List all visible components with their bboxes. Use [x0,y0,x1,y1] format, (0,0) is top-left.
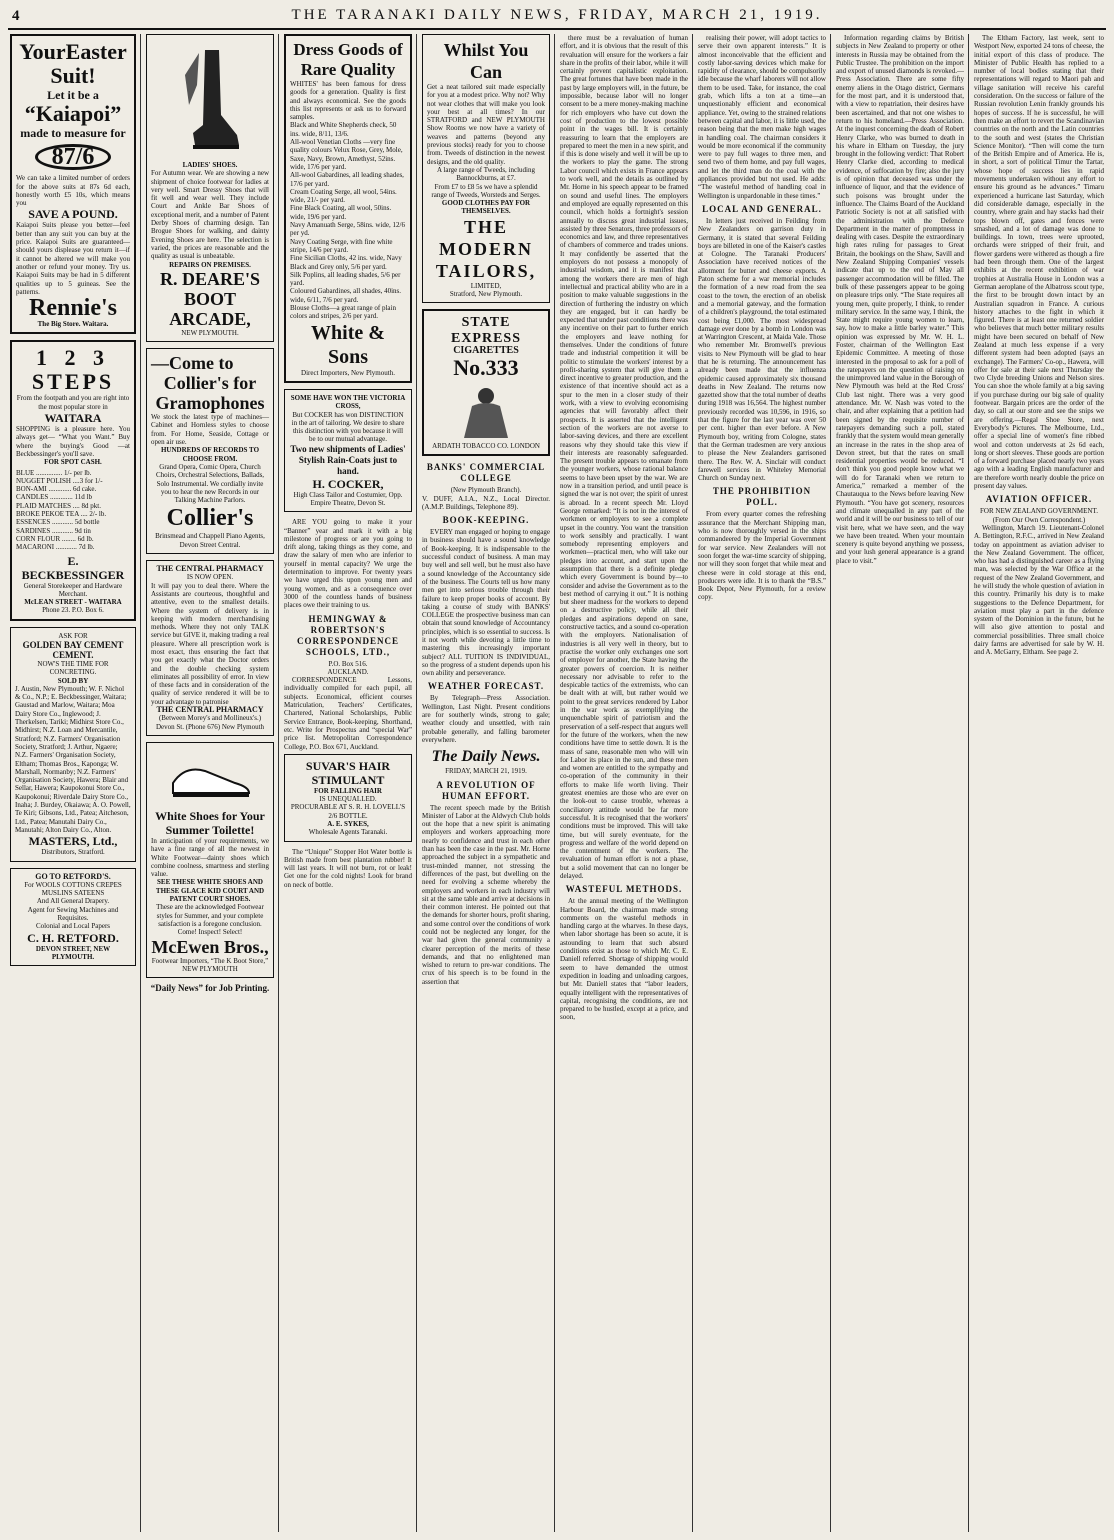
bookkeeping-title: BOOK-KEEPING. [442,515,530,526]
deare-address: NEW PLYMOUTH. [181,328,239,337]
suvar-ad [284,754,412,842]
dress-item: Navy Amanuath Serge, 58ins. wide, 12/6 per yd. [290,221,405,238]
retford-colonial: Colonial and Local Papers [35,922,111,931]
repairs: REPAIRS ON PREMISES. [169,260,251,269]
deare-name: R. DEARE'S BOOT ARCADE, [159,268,261,329]
dress-goods-title: Dress Goods of Rare Quality [293,40,403,79]
price-line: CANDLES ............. 11d lb [16,493,92,502]
colliers-records-body: Grand Opera, Comic Opera, Church Choirs, Orchestral Selections, Ballads, Solo Instrumental. We cordially invite you to hear the new Records in our Talking Machine Parlors. [155,462,265,505]
local-news-continued: Information regarding claims by British subjects in New Zealand to property or other interests in Russia may be obtained from the Public Trustee. The prohibition on the import and export of unused diamonds is revoked.—Press Association. There are some fifty enemy aliens in the Otago district, Germans for the most part, and it is understood that, with a view to repatriation, their desires have been ascertained, and that not one wishes to return to his homeland.—Press Association. At the inquest concerning the death of Robert Henry Clarke, who was burned to death in his whare in Eltham on Tuesday, the jury brought in the following verdict: That Robert Henry Clarke died, according to medical evidence, of suffocation by fire; also the jury is of opinion that deceased was under the influence of liquor, and that the evidence of such poisons was brought under the influence. The Claims Board of the Auckland Patriotic Society is not at all satisfied with the administration with the Defence Department in the matter of promptness in dealing with cases. Despite the extraordinary high rates ruling for passages to Great Britain, the bookings on the Shaw, Savill and New Zealand Shipping Companies' vessels indicate that up to the end of May all passenger accommodation will be filled. The bulk of these passengers appear to be going on pleasure trips only. “The State requires all young men, quite properly, I think, to render military service. In the same way, I think, the State might require young women to learn, say, how to make a little barley water.” This opinion was expressed by Mr. W. H. L. Foster, chairman of the Wellington East Epidemic Committee. A meeting of those interested in the proposal to ask for a poll of the ratepayers on the question of raising on the unimproved land value in the Borough of New Plymouth was held at the Red Cross' Club last night. There was a very good attendance. Mr. W. Nash was voted to the chair, and after explaining that a petition had been signed by the requisite number of ratepayers demanding such a poll, stated frankly that the system would mean generally an increase in the rates in the shop area of Devon street, but that the rates on small residential properties would be reduced. “I don't think you good people know what we will do for Taranaki when we return to America,” remarked a member of the Chautauqua to the News before leaving New Plymouth. “You have got scenery, resources and climate unequalled in any part of the world and it will be our business to tell of our visit here, what we have seen, and the way we have been treated. When your mountain scenery is quite beyond anything we possess, and your lush general appearance is a grand place to visit.” [836,34,964,565]
modern-address: Stratford, New Plymouth. [449,290,523,299]
dress-item: Fine Black Coating, all wool, 50ins. wide, 19/6 per yard. [290,204,392,221]
mcewen-name: McEwen Bros., [151,936,269,957]
column-rule [278,34,279,1532]
whites-name: White & Sons [311,321,385,368]
state-express-number: No.333 [453,354,519,380]
kaiapoi-save: SAVE A POUND. [28,207,118,222]
whilst-from: From £7 to £8 5s we have a splendid range of Tweeds, Worsteds and Serges. [431,182,541,199]
dress-item: All-wool Gabardines, all leading shades, 17/6 per yard. [290,171,404,188]
local-general-title: LOCAL AND GENERAL. [702,203,822,214]
masters-sub: Distributors, Stratford. [41,848,105,857]
revolution-title: A REVOLUTION OF HUMAN EFFORT. [436,779,536,801]
pharmacy-title: THE CENTRAL PHARMACY [156,564,264,574]
aviation-sub: FOR NEW ZEALAND GOVERNMENT. [980,507,1098,516]
price-line: BLUE ............... 1/- per lb. [16,468,92,477]
kaiapoi-text: We can take a limited number of orders for the above suits at 87s 6d each, honestly worth £5 10s, which means you [16,174,130,208]
job-printing-notice: “Daily News” for Job Printing. [150,983,270,994]
whilst-good: GOOD CLOTHES PAY FOR THEMSELVES. [441,199,531,216]
dress-item: Black and White Shepherds check, 50 ins. wide, 8/11, 13/6. [290,121,397,138]
weather-title: WEATHER FORECAST. [427,681,545,692]
cocker-name: H. COCKER, [312,476,384,491]
banks-body: EVERY man engaged or hoping to engage in business should have a sound knowledge of Book-keeping. It is indispensable to the successful conduct of business. A man may buy well and sell well, but he must also have a sound knowledge of the Accountancy side of the business. The Courts tell us how many men get into serious trouble through their failure to keep proper books of account. By taking a course of study with BANKS' COLLEGE the prospective business man can obtain that sound knowledge of Accountancy principles, which is so essential to success. Is it not worth while devoting a little time to mastering this increasingly important subject? ALL TUITION IS INDIVIDUAL, so the progress of a student depends upon his own ability and perseverance. [422,528,550,678]
golden-bay-ad [10,627,136,862]
banks-sub: (New Plymouth Branch). [450,486,522,495]
daily-news-date: FRIDAY, MARCH 21, 1919. [445,767,527,776]
column-5 [560,34,688,1532]
kaiapoi-ad [10,34,136,334]
wasteful-title: WASTEFUL METHODS. [565,884,683,895]
state-express-cigarettes: CIGARETTES [453,345,519,357]
price-line: BON-AMI ............. 6d cake. [16,485,97,494]
dress-item: Navy Coating Serge, with fine white stripe, 14/6 per yard. [290,237,393,254]
collier-sub: Brinsmead and Chappell Piano Agents, Devon Street Central. [155,532,265,549]
spot-cash: FOR SPOT CASH. [44,458,102,467]
boot-illustration-icon [175,45,245,155]
newspaper-title: THE TARANAKI DAILY NEWS, FRIDAY, MARCH 21, 1919. [291,7,823,23]
masters-name: MASTERS, Ltd., [28,834,118,849]
column-4 [422,34,550,1532]
steps-title: STEPS [31,369,115,395]
ladies-shoes-body: For Autumn wear. We are showing a new shipment of choice footwear for ladies at very well. Smart Dressy Shoes that will fit well and wear well. They include Court and Ankle Bar Shoes of exceptional merit, and a number of Patent Derby Shoes of charming design. Tan Brogue Shoes for walking, and dainty Evening Shoes are here. The selection is varied, the prices are reasonable and the quality as usual is unbeatable. [151,169,269,261]
daily-news-title: The Daily News. [431,748,541,766]
colliers-records: HUNDREDS OF RECORDS TO CHOOSE FROM. [160,446,260,463]
weather-body: By Telegraph—Press Association. Wellington, Last Night. Present conditions are for southerly winds, strong to gale; weather cloudy and unsettled, with rain probable generally, and falling barometer everywhere. [422,694,550,744]
hemingway-title: HEMINGWAY & ROBERTSON'S CORRESPONDENCE SCHOOLS, LTD., [296,613,399,657]
dress-item: All-wool Venetian Cloths —very fine quality colours Velux Rose, Grey, Mole, Saxe, Navy, Brown, Amethyst, 52ins. wide, 17/6 per yard. [290,138,403,171]
aviation-body: Wellington, March 19. Lieutenant-Colonel A. Bettington, R.F.C., arrived in New Zealand today on appointment as aviation adviser to the New Zealand Government. The officer, who has had a distinguished career as a flying man, was selected by the War Office at the request of the New Zealand Government, and he will study the whole question of aviation in this country. Primarily his duty is to make suggestions to the Defence Department, for aviation must play a part in the defence system of the Dominion in the future, but he will also give attention to postal and commercial possibilities. Three small choice dairy farms are advertised for sale by W. H. and A. McGarry, Eltham. See page 2. [974,523,1104,657]
steps-ad [10,340,136,620]
white-shoes-title: White Shoes for Your Summer Toilette! [155,808,265,837]
rennie-name: Rennie's [28,295,117,322]
wasteful-continued: realising their power, will adopt tactics to serve their own apparent interests.” It is almost inconceivable that the efficient and costly labor-saving devices which make for rapidity of clearance, should be compulsorily idle because the wharf laborers will not allow them to be used. Take, for instance, the coal grab, which lifts a ton at a time—an unquestionably efficient and economical appliance. Yet, owing to the strained relations between capital and labor, it is little used, the reason being that the men make high wages in handling coal. The chairman considers it would be more economical if the community were to pay full wages to three men, and send two of them home, and pay full wages, and let the third man do the coal with the appliances provided but not used. He adds: “The wasteful method of handling coal in Wellington is unpardonable in these times.” [698,34,826,200]
prohibition-title: THE PROHIBITION POLL. [712,486,812,508]
retford-address: DEVON STREET, NEW PLYMOUTH. [35,944,111,961]
pharmacy-body: It will pay you to deal there. Where the Assistants are courteous, thoughtful and attentive, even to the smallest details. Where the system of delivery is in keeping with modern merchandising methods. Where they not only TALK service but GIVE it, making trading a real pleasure. Where all prescription work is most exact, thus ensuring the fact that you get exactly what the Doctor orders and the double checking system eliminates all possibility of error. In view of these facts and in consideration of the quality of service rendered it will be to your advantage to patronise [151,581,269,706]
hemingway-article: ARE YOU going to make it your “Banner” year and mark it with a big milestone of progress or are you going to drift along, taking things as they come, and draw the salary of men who are inferior to yourself in mental capacity? We urge the determination to improve. For twenty years we have urged this upon young men and young women, and as a consequence over 3000 of the countless hands of business places owe their training to us. [284,518,412,610]
retford-agent: Agent for Sewing Machines and Requisites. [27,905,119,922]
column-2 [146,34,274,1532]
price-line: CORN FLOUR ........ 6d lb. [16,534,94,543]
dress-goods-body: WHITES' has been famous for dress goods for a generation. Quality is first and always economical. See the goods this list represents or ask us to forward samples. [290,80,406,122]
mcewen-ad [146,742,274,978]
banks-title: BANKS' COMMERCIAL COLLEGE [426,462,546,484]
ardath-text: ARDATH TOBACCO CO. LONDON [432,441,540,450]
dress-item: Coloured Gabardines, all shades, 40ins. wide, 6/11, 7/6 per yard. [290,287,402,304]
pharmacy-open: IS NOW OPEN. [186,573,234,582]
kaiapoi-price: 87/6 [35,144,112,170]
modern-ltd: LIMITED, [470,281,502,290]
kaiapoi-tag: made to measure for [20,126,126,140]
golden-list: J. Austin, New Plymouth; W. F. Nichol & Co., N.P.; E. Beckbessinger, Waitara; Gaustad and Marlow, Waitara; Moa Dairy Store Co., Inglewood; J. Therkelsen, Tariki; Midhirst Store Co., Midhirst; N.Z. Loan and Mercantile, Stratford; N.Z. Farmers' Organisation Society, Stratford; J. Arthur, Ngaere; N.Z. Farmers' Organisation Society, Eltham; Thomas Bros., Kaponga; W. Marshall, Normanby; N.Z. Farmers' Organisation Society, Hawera; Blair and Sellar, Hawera; Kaupokonui Store Co., Kaupokonui; Riverdale Dairy Store Co., Inaha; J. Burdey, Okaiawa; A. O. Powell, Te Kiri; Gibsons, Ltd., Patea; Aitcheson, Ltd., Patea; Manutahi Dairy Co., Manutahi; Alton Dairy Co., Alton. [15,684,131,834]
retford-head: GO TO RETFORD'S. [35,871,111,881]
cocker-sub: High Class Tailor and Costumier, Opp. Empire Theatre, Devon St. [293,490,403,507]
retford-drapery: And All General Drapery. [36,897,110,906]
price-line: PLAID MATCHES .... 8d pkt. [16,501,101,510]
column-rule [554,34,555,1532]
golden-now: NOW'S THE TIME FOR CONCRETING. [37,659,109,677]
kaiapoi-sub: Let it be a [47,88,99,102]
revolution-continued: there must be a revaluation of human effort, and it is obvious that the result of this revaluation will ensure for the workers a fair share in the profits of their labor, while it will certainly prevent capitalistic exploitation. The great fortunes that have been made in the past by large employers will, in the future, be impossible, because labor will no longer consent to be a mere money-making machine for rich employers who have cut down the cost of production to the lowest possible point in the wages bill. It is certainly reassuring to learn that the employers are prepared to meet the men in a new spirit, and if this is done wisely and well it will be up to the workers to play the game. The strong Labor council which exists in France appears to work well, and the details as outlined by Mr. Horne in his speech appear to be framed on sound and useful lines. The employers and employed are equally represented on this council, which holds a fortnight's session annually to discuss great industrial issues, assisted by three Senators, three professors of economics and law, and three representatives of chambers of commerce and trades unions. It may confidently be asserted that the employers do not possess a monopoly of industrial wisdom, and it is manifest that among the workers there are men of high intellectual and practical ability who are in a position to make valuable suggestions in the direction of furthering the industry on which they are engaged, but it can hardly be expected that under past conditions there was any incentive on their part to further enrich the employers and leave nothing for themselves. Under the conditions of future trade and industrial competition it will be politic to stimulate the workers' interest by a profit-sharing system that will give them a direct incentive to greater production, and the existence of that incentive should act as a spur to the men in a closer study of their work, with a view to evolving economising agencies that will favorably affect their prospects. It is asserted that the intelligent section of the workers are not averse to labor-saving devices, and there are excellent reasons why they should take this view if their interests are reasonably safeguarded. The present trouble appears to emanate from the younger workers, whose rational balance seems to have been upset by the war. We are now in a transition period, and until peace is signed the war is not over; the spirit of unrest is abroad. In a recent speech Mr. Lloyd George remarked: “It is not in the interest of workmen or employers to see a complete upset in the country. You want the transition to work sensibly and practically. I want somebody representing employers and workmen—practical men, who will take our pledges into account, and start upon the assumption that there is a definite pledge which every Government is bound by—to consider and advise the Government as to the best method of carrying it out.” It is nothing but sheer madness for the workers to depend on a destructive policy, while all their pledges and aspirations depend on sane, constructive tactics, and a sound co-operation with the employers. Nationalisation of industries is all very well in theory, but to practise the worker only exchanges one sort of employer for another, the State having the greater powers of coercion. It is neither necessary nor advisable to refer to the despicable tactics of the extremists, who can be dealt with at will, but rather would we point to the great services rendered by Labor in the war work as exemplifying the unquenchable spirit of patriotism and the preservation of a self-respect that augurs well for the future of the workers, when the new conditions have time to settle down. It is the mass of sane, reasonable men who will win for Labor its place in the sun, and these men and women are entitled to the sympathy and co-operation of the community in their efforts to make life worth living. Their greatest enemies are those who are ever on the look-out to cause trouble, whereas a conciliatory attitude would be far more successful. It is recognised that the workers' conditions must be improved. This will take time, but will surely eventuate, for the progress and welfare of the world depend on the contentment of the workers. The revaluation of human effort is not a phase, but a solid movement that can no longer be delayed. [560,34,688,880]
banks-duff: V. DUFF, A.I.A., N.Z., Local Director. (A.M.P. Buildings, Telephone 89). [422,494,550,511]
steps-text: From the footpath and you are right into the most popular store in [16,394,130,411]
golden-ask: ASK FOR [58,631,88,640]
whilst-range: A large range of Tweeds, including Bannockburns, at £7. [436,165,535,183]
price-line: BROKE PEKOE TEA .... 2/- lb. [16,510,107,519]
column-rule [968,34,969,1532]
modern-tailors-name: THE MODERN TAILORS, [435,216,537,281]
state-express-title: STATE EXPRESS [450,315,522,347]
steps-waitara: WAITARA [44,411,102,426]
seated-figure-illustration-icon [436,380,536,440]
hemingway-body: CORRESPONDENCE Lessons, individually compiled for each pupil, all subjects. Economical, efficient courses Matriculation, Teachers' Certificates, Chartered, National Scholarships, Public Service Entrance, Book-keeping, Shorthand, etc. Write for Prospectus and “special War” price list. Metropolitan Correspondence College, P.O. Box 671, Auckland. [284,676,412,751]
masthead [8,6,1106,30]
hemingway-city: AUCKLAND. [327,667,369,676]
column-8 [974,34,1104,1532]
whites-sub: Direct Importers, New Plymouth. [301,368,395,377]
column-rule [416,34,417,1532]
dress-item: Blouse Cloths—a great range of plain colors and stripes, 2/6 per yard. [290,304,396,321]
colliers-body: We stock the latest type of machines—Cabinet and Hornless styles to choose from. For Home, Seaside, Cottage or open air use. [151,413,269,447]
price-line: NUGGET POLISH ....3 for 1/- [16,476,103,485]
revolution-body: The recent speech made by the British Minister of Labor at the Aldwych Club holds out the hope that a new spirit is animating employers and workers approaching more nearly to confidence and trust in each other than has been the case in the past. Mr. Horne approached the subject in a sympathetic and trust-minded manner, not stressing the differences of the past, but dwelling on the need for evolving a scheme whereby the employers and workers in each industry will sit at the same table and arrive at decisions in their common interest. He pointed out that the demands for shorter hours, profit sharing, and some control over the conditions of work could not be neglected any longer, for the war had given the general community a clearer perception of the merits of these demands, and that no enlightened man wished to return to pre-war conditions. The crux of his speech is to be found in the assertion that [422,803,550,986]
golden-sold: SOLD BY [57,676,89,685]
pharmacy-ad [146,560,274,736]
pharmacy-name: THE CENTRAL PHARMACY [156,705,264,715]
column-rule [140,34,141,1532]
mcewen-sub: Footwear Importers, “The K Boot Store,” NEW PLYMOUTH [151,956,269,973]
dress-item: Silk Poplins, all leading shades, 5/6 per yard. [290,270,401,288]
price-line: ESSENCES ............ 5d bottle [16,518,100,527]
retford-for: For WOOLS COTTONS CREPES MUSLINS SATEENS [24,880,122,898]
colliers-headline: Collier's for Gramophones [155,373,265,414]
whites-ad [284,34,412,383]
sykes-name: A. E. SYKES, [327,820,369,828]
aviation-title: AVIATION OFFICER. [985,494,1093,505]
column-rule [692,34,693,1532]
white-shoes-body2: These are the acknowledged Footwear styles for Summer, and your complete satisfaction is a foregone conclusion. Come! Inspect! Select! [156,903,264,937]
column-1 [10,34,136,1532]
suvar-title: SUVAR'S HAIR STIMULANT [305,758,391,787]
sykes-sub: Wholesale Agents Taranaki. [308,828,388,837]
white-shoes-body: In anticipation of your requirements, we have a fine range of all the newest in White Footwear—dainty shoes which combine coolness, smartness and sterling value. [151,836,269,879]
white-shoes-see: SEE THESE WHITE SHOES AND THESE GLACE KID COURT AND PATENT COURT SHOES. [155,878,265,904]
hemingway-box: P.O. Box 516. [328,659,368,668]
retford-name: C. H. RETFORD. [27,930,119,945]
column-3 [284,34,412,1532]
state-express-ad [422,309,550,456]
cocker-body: But COCKER has won DISTINCTION in the art of tailoring. We desire to share this distinction with you because it will be to our mutual advantage. [291,410,405,444]
aviation-from: (From Our Own Correspondent.) [992,515,1086,524]
stopper-ad: The “Unique” Stopper Hot Water bottle is British made from best plantation rubber! It will last years. It will not burn, rot or leak! Get one for the cold nights! Look for brand on neck of bottle. [284,847,412,889]
golden-title: GOLDEN BAY CEMENT CEMENT. [22,639,124,660]
wasteful-body: At the annual meeting of the Wellington Harbour Board, the chairman made strong comments on the wasteful methods in handling cargo at the wharves. In these days, when labor shortage has been so acute, it is astounding to learn that such absurd conditions exist as those to which Mr. C. E. Daniell referred. Shortage of shipping would seem to have demanded the utmost expedition in loading and unloading cargoes, but Mr. Daniell states that “labor leaders, equally intelligent with the representatives of capital, recognising the conditions, are not prepared to be hustled, except at a price, and soon, [560,897,688,1022]
collier-name: Collier's [166,505,254,532]
deare-ad [146,34,274,342]
kaiapoi-headline: YourEaster Suit! [19,39,127,88]
column-rule [830,34,831,1532]
price-line: MACARONI ............ 7d lb. [16,543,95,552]
kaiapoi-body: Kaiapoi Suits please you better—feel better than any suit you can buy at the price. Kaiapoi Suits are guaranteed—should yours displease you return it—if it cannot be altered we will make you another or refund your money. Try us. Kaiapoi Suits may be had in 5 different qualities up to 5 guineas. See the patterns. [16,221,130,296]
suvar-eq: IS UNEQUALLED. [319,795,377,804]
cocker-vc: SOME HAVE WON THE VICTORIA CROSS, [290,393,406,411]
beck-address: McLEAN STREET - WAITARA [24,598,122,607]
local-news-col8: The Eltham Factory, last week, sent to Westport New, exported 24 tons of cheese, the initial export of this class of produce. The Minister of Public Health has replied to a number of local bodies stating that their representations will regard to Maori pah and village sanitation will receive his careful consideration. On the success or failure of the Russian revolution Lenin frankly grounds his hopes of success. If he is successful, he will then make an effort to revert the Scandinavian countries on the north and the Latin countries to the south and west (states the Christian Science Monitor). “Then will come the turn of the British Empire and of America. He is, in short, a sort of political Timur the Tartar, whose hope of success lies in rapid movements undertaken without any effort to ensure his ground as he advances.” Timaru experienced a hurricane last Saturday, which did considerable damage, especially in the country, where grain and hay stacks had their tops blown off, gates and fences were smashed, and a lot of damage was done to buildings. In town, trees were uprooted, orchards were stripped of their fruit, and flower gardens were withered as though a fire had been through them. One of the largest exhibits at the recent exhibition of war trophies at Australia House in London was a German aeroplane of the Albatross scout type, the first to be brought down intact by an Australian squadron in France. A curious history attaches to the fight in which it figured. There is at least one returned soldier who believes that much better military results might have been secured on behalf of New Zealand at much less expense if a very different system had been adopted (says an exchange). The Farmers' Co-op., Hawera, will offer for sale at their sale next Thursday the two Clyde breeding Unions and Nelson sires. You can shoe the whole family at a big saving if you purchase during our big sale of quality footwear. Bargain prices are the order of the day, so call at our store and see the snips we are offering.—Regal Shoe Store, next Everybody's Pictures. The Melbourne, Ltd., offer a special line of women's fine ribbed wool and cotton undervests at 2s 6d each, long or short sleeves. These goods are portion of a forward purchase placed nearly two years ago with a leading English manufacturer and are therefore worth nearly double the price on present day values. [974,34,1104,491]
retford-ad [10,868,136,967]
steps-numbers: 1 2 3 [36,345,110,371]
rennie-sub: The Big Store. Waitara. [37,320,109,329]
prohibition-body: From every quarter comes the refreshing assurance that the Merchant Shipping man, who is now thoroughly versed in the ships commandeered by the Imperial Government for war service. New Zealanders will not soon forget the war-time scarcity of shipping, nor will they soon forget that while meat and cheese were in cold storage at this end, producers were idle. It is to thank the “B.S.” Book Depot, New Plymouth, for a review copy. [698,510,826,602]
suvar-for: FOR FALLING HAIR [314,786,382,795]
dress-item: Fine Sicilian Cloths, 42 ins. wide, Navy Black and Grey only, 5/6 per yard. [290,254,402,271]
white-shoe-illustration-icon [165,753,255,803]
column-6 [698,34,826,1532]
whilst-title: Whilst You Can [443,40,529,82]
colliers-ad [146,348,274,554]
beck-name: E. BECKBESSINGER [21,553,125,582]
page-number: 4 [12,8,20,24]
suvar-procurable: PROCURABLE AT S. R. H. LOVELL'S 2/6 BOTTLE. [290,803,406,820]
beck-phone: Phone 23. P.O. Box 6. [42,606,104,615]
whilst-body: Get a neat tailored suit made especially for you at a modest price. Why not? Why not wear clothes that will make you look your best at all times? In our STRATFORD and NEW PLYMOUTH Show Rooms we now have a variety of weaves and patterns (beyond any previous stocks) ready for you to choose from. Tweeds of distinction in the newest designs, and the old quality. [427,83,545,166]
pharmacy-address: (Between Morey's and Mollineux's.) Devon St. (Phone 676) New Plymouth [155,714,265,731]
dress-item: Cream Coating Serge, all wool, 54ins. wide, 21/- per yard. [290,187,397,205]
steps-body: SHOPPING is a pleasure here. You always get— “What you Want.” Buy where the buying's Good —at Beckbessinger's you'll save. [16,425,130,458]
modern-tailors-ad [422,34,550,303]
kaiapoi-brand: “Kaiapoi” [24,101,122,126]
price-line: SARDINES ............ 9d tin [16,526,91,535]
colliers-come: —Come to [151,353,234,374]
cocker-coats: Two new shipments of Ladies' Stylish Rain-Coats just to hand. [290,443,406,476]
local-general-body: In letters just received in Feilding from New Zealanders on garrison duty in Germany, it is stated that several Feilding boys are billeted in one of the Kaiser's castles at Cologne. The Taranaki Producers' Association have received notices of the allotment for butter and cheese exports. A Paton scheme for a war memorial includes the formation of a new road from the sea coast to the town, the erection of an obelisk and a memorial gateway, and the formation of a children's playground, the total estimated cost being £1,000. The most widespread damage ever done by a bomb in London was at Warrington Crescent, at Maida Vale. Those who remember Mr. Bromwell's previous visits to New Plymouth will be glad to hear that he is returning. The announcement has already been made that the influenza epidemic caused approximately six thousand deaths in New Zealand. The returns now gazetted show that the total number of deaths during 1918 was 16,564. The highest number previously recorded was 10,596, in 1916, so that the figure for the last year was over 50 per cent. higher than ever before. A New Plymouth boy, writing from Cologne, states that the German tradesmen are very anxious to please the New Zealanders garrisoned there. The Rev. W. A. Sinclair will conduct farewell services in Whiteley Memorial Church on Sunday next. [698,216,826,483]
ladies-shoes-title: LADIES' SHOES. [182,161,238,169]
cocker-ad [284,389,412,512]
column-7 [836,34,964,1532]
beck-sub: General Storekeeper and Hardware Merchant. [23,581,123,598]
